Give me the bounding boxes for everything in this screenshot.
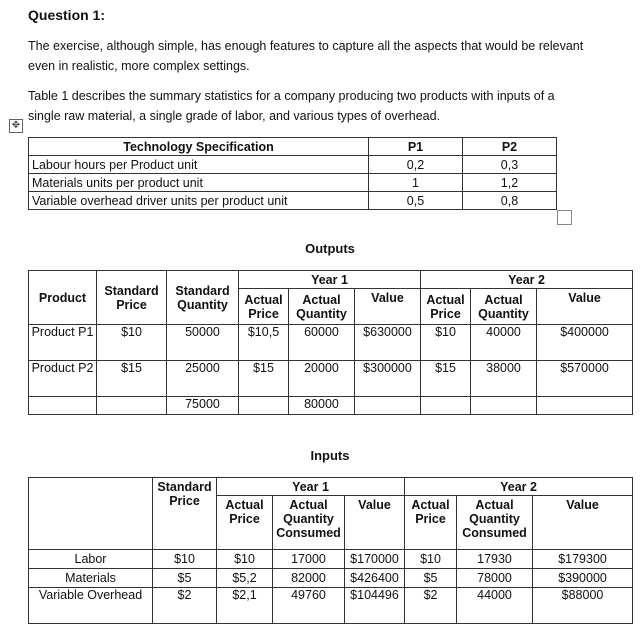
inputs-y2-value: $179300 — [533, 550, 633, 569]
technology-specification-table — [28, 137, 557, 210]
outputs-title: Outputs — [305, 241, 355, 256]
table-move-handle-icon[interactable]: ✥ — [9, 119, 23, 133]
inputs-row-name: Materials — [29, 569, 153, 588]
inputs-y1-price: $5,2 — [217, 569, 273, 588]
outputs-y2-value: $570000 — [537, 361, 633, 397]
outputs-y2-price: $10 — [421, 325, 471, 361]
tech-row-label: Variable overhead driver units per product unit — [29, 192, 369, 210]
inputs-table — [28, 477, 633, 624]
outputs-total-empty — [97, 397, 167, 415]
tech-row-label: Materials units per product unit — [29, 174, 369, 192]
outputs-y1-qty: 20000 — [289, 361, 355, 397]
description-line-1: Table 1 describes the summary statistics for a company producing two products with inputs of a — [28, 89, 555, 103]
tech-row-label: Labour hours per Product unit — [29, 156, 369, 174]
outputs-std-qty: 50000 — [167, 325, 239, 361]
outputs-y1-qty: 60000 — [289, 325, 355, 361]
intro-line-1: The exercise, although simple, has enough features to capture all the aspects that would be relevant — [28, 39, 584, 53]
outputs-total-empty — [29, 397, 97, 415]
outputs-header-y1-qty: Actual Quantity — [289, 289, 355, 325]
inputs-y2-qty: 44000 — [457, 588, 533, 624]
outputs-header-y1-price: Actual Price — [239, 289, 289, 325]
inputs-y1-qty: 82000 — [273, 569, 345, 588]
outputs-total-std-qty: 75000 — [167, 397, 239, 415]
inputs-y2-price: $2 — [405, 588, 457, 624]
outputs-header-y1-value: Value — [355, 289, 421, 325]
description-line-2: single raw material, a single grade of labor, and various types of overhead. — [28, 109, 441, 123]
outputs-product: Product P2 — [29, 361, 97, 397]
outputs-y2-qty: 38000 — [471, 361, 537, 397]
inputs-std-price: $2 — [153, 588, 217, 624]
inputs-y2-price: $5 — [405, 569, 457, 588]
outputs-table — [28, 270, 633, 415]
inputs-header-year2: Year 2 — [405, 478, 633, 496]
table-description-paragraph — [28, 86, 628, 126]
table-resize-handle[interactable] — [557, 210, 572, 225]
inputs-title: Inputs — [310, 448, 350, 463]
inputs-row-name: Variable Overhead — [29, 588, 153, 624]
inputs-y1-price: $2,1 — [217, 588, 273, 624]
outputs-y1-price: $15 — [239, 361, 289, 397]
inputs-row-name: Labor — [29, 550, 153, 569]
outputs-header-year1: Year 1 — [239, 271, 421, 289]
inputs-y2-price: $10 — [405, 550, 457, 569]
inputs-y2-value: $390000 — [533, 569, 633, 588]
inputs-header-y2-value: Value — [533, 496, 633, 550]
inputs-header-year1: Year 1 — [217, 478, 405, 496]
inputs-header-blank — [29, 478, 153, 550]
inputs-y1-value: $426400 — [345, 569, 405, 588]
outputs-header-y2-value: Value — [537, 289, 633, 325]
inputs-y1-value: $170000 — [345, 550, 405, 569]
outputs-header-year2: Year 2 — [421, 271, 633, 289]
intro-paragraph — [28, 36, 628, 76]
tech-cell: 1 — [369, 174, 463, 192]
tech-header-p2: P2 — [463, 138, 557, 156]
outputs-y1-value: $300000 — [355, 361, 421, 397]
tech-header-spec: Technology Specification — [29, 138, 369, 156]
outputs-std-price: $15 — [97, 361, 167, 397]
tech-cell: 0,5 — [369, 192, 463, 210]
question-heading: Question 1: — [28, 7, 106, 23]
outputs-product: Product P1 — [29, 325, 97, 361]
outputs-total-empty — [421, 397, 471, 415]
outputs-total-y1-qty: 80000 — [289, 397, 355, 415]
outputs-header-y2-price: Actual Price — [421, 289, 471, 325]
inputs-y1-qty: 17000 — [273, 550, 345, 569]
outputs-y2-qty: 40000 — [471, 325, 537, 361]
tech-cell: 0,8 — [463, 192, 557, 210]
outputs-y2-price: $15 — [421, 361, 471, 397]
outputs-total-empty — [537, 397, 633, 415]
outputs-header-std-qty: Standard Quantity — [167, 271, 239, 325]
inputs-header-y1-price: Actual Price — [217, 496, 273, 550]
inputs-y1-qty: 49760 — [273, 588, 345, 624]
outputs-header-std-price: Standard Price — [97, 271, 167, 325]
tech-cell: 0,3 — [463, 156, 557, 174]
inputs-std-price: $10 — [153, 550, 217, 569]
inputs-header-std-price: Standard Price — [153, 478, 217, 550]
outputs-total-empty — [355, 397, 421, 415]
outputs-std-qty: 25000 — [167, 361, 239, 397]
inputs-y1-value: $104496 — [345, 588, 405, 624]
tech-header-p1: P1 — [369, 138, 463, 156]
inputs-y2-value: $88000 — [533, 588, 633, 624]
inputs-header-y2-qty: Actual Quantity Consumed — [457, 496, 533, 550]
tech-cell: 1,2 — [463, 174, 557, 192]
inputs-header-y2-price: Actual Price — [405, 496, 457, 550]
intro-line-2: even in realistic, more complex settings. — [28, 59, 250, 73]
inputs-header-y1-qty: Actual Quantity Consumed — [273, 496, 345, 550]
inputs-header-y1-value: Value — [345, 496, 405, 550]
outputs-y1-price: $10,5 — [239, 325, 289, 361]
outputs-total-empty — [239, 397, 289, 415]
outputs-header-product: Product — [29, 271, 97, 325]
inputs-std-price: $5 — [153, 569, 217, 588]
inputs-y2-qty: 78000 — [457, 569, 533, 588]
inputs-y2-qty: 17930 — [457, 550, 533, 569]
outputs-y2-value: $400000 — [537, 325, 633, 361]
tech-cell: 0,2 — [369, 156, 463, 174]
outputs-std-price: $10 — [97, 325, 167, 361]
outputs-total-empty — [471, 397, 537, 415]
outputs-header-y2-qty: Actual Quantity — [471, 289, 537, 325]
inputs-y1-price: $10 — [217, 550, 273, 569]
outputs-y1-value: $630000 — [355, 325, 421, 361]
